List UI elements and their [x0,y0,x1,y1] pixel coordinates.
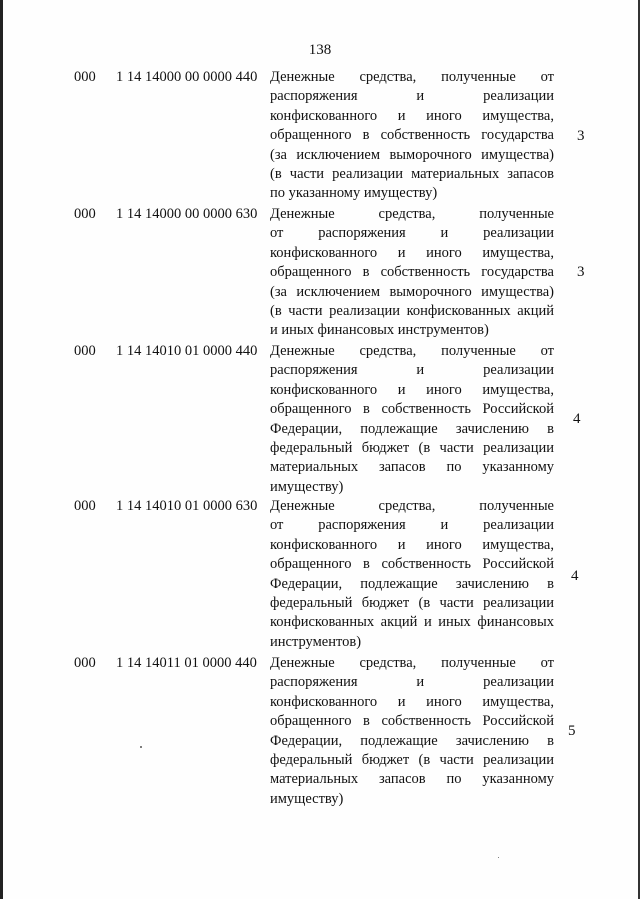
admin-code: 000 [74,69,96,85]
description-line: конфискованного и иного имущества, [270,244,554,261]
description-line: конфискованного и иного имущества, [270,381,554,398]
description-line: распоряжения и реализации [270,88,554,105]
description-line: имуществу) [270,478,344,495]
description-line: Федерации, подлежащие зачислению в [270,420,554,437]
description-line: материальных запасов по указанному [270,771,554,788]
description-line: инструментов) [270,633,362,650]
description-line: Денежные средства, полученные от [270,69,554,85]
description-line: федеральный бюджет (в части реализации [270,752,554,769]
revenue-description [270,497,554,652]
description-line: материальных запасов по указанному [270,459,554,476]
description-line: Денежные средства, полученные [270,498,554,514]
description-line: обращенного в собственность государства [270,264,554,281]
admin-code: 000 [74,498,96,514]
description-line: Денежные средства, полученные от [270,343,554,359]
description-line: (за исключением выморочного имущества) [270,146,554,163]
revenue-description [270,654,554,809]
budget-classification-code: 1 14 14000 00 0000 440 [116,69,258,85]
description-line: распоряжения и реализации [270,362,554,379]
description-line: Федерации, подлежащие зачислению в [270,732,554,749]
revenue-description [270,205,554,341]
admin-code: 000 [74,206,96,222]
description-line: конфискованного и иного имущества, [270,107,554,124]
description-line: Федерации, подлежащие зачислению в [270,575,554,592]
description-line: Денежные средства, полученные [270,206,554,222]
budget-classification-code: 1 14 14010 01 0000 440 [116,343,258,359]
standard-value: 4 [571,568,579,584]
description-line: конфискованного и иного имущества, [270,536,554,553]
description-line: от распоряжения и реализации [270,225,554,242]
description-line: федеральный бюджет (в части реализации [270,595,554,612]
description-line: (за исключением выморочного имущества) [270,283,554,300]
scan-speck [140,746,142,748]
description-line: обращенного в собственность Российской [270,713,554,730]
budget-classification-code: 1 14 14011 01 0000 440 [116,655,257,671]
description-line: Денежные средства, полученные от [270,655,554,671]
description-line: распоряжения и реализации [270,674,554,691]
standard-value: 3 [577,264,585,280]
description-line: от распоряжения и реализации [270,517,554,534]
page-number: 138 [308,42,332,58]
description-line: обращенного в собственность Российской [270,401,554,418]
admin-code: 000 [74,655,96,671]
description-line: федеральный бюджет (в части реализации [270,440,554,457]
revenue-description [270,342,554,497]
scan-edge-left [0,0,3,899]
description-line: и иных финансовых инструментов) [270,322,489,339]
budget-classification-code: 1 14 14000 00 0000 630 [116,206,258,222]
description-line: конфискованных акций и иных финансовых [270,614,554,631]
description-line: конфискованного и иного имущества, [270,693,554,710]
standard-value: 5 [568,723,576,739]
admin-code: 000 [74,343,96,359]
revenue-description [270,68,554,204]
budget-classification-code: 1 14 14010 01 0000 630 [116,498,258,514]
standard-value: 4 [573,411,581,427]
description-line: по указанному имуществу) [270,185,438,202]
scan-speck [498,857,499,858]
standard-value: 3 [577,128,585,144]
description-line: обращенного в собственность Российской [270,556,554,573]
description-line: (в части реализации конфискованных акций [270,303,554,320]
description-line: обращенного в собственность государства [270,127,554,144]
description-line: (в части реализации материальных запасов [270,166,554,183]
description-line: имуществу) [270,790,344,807]
